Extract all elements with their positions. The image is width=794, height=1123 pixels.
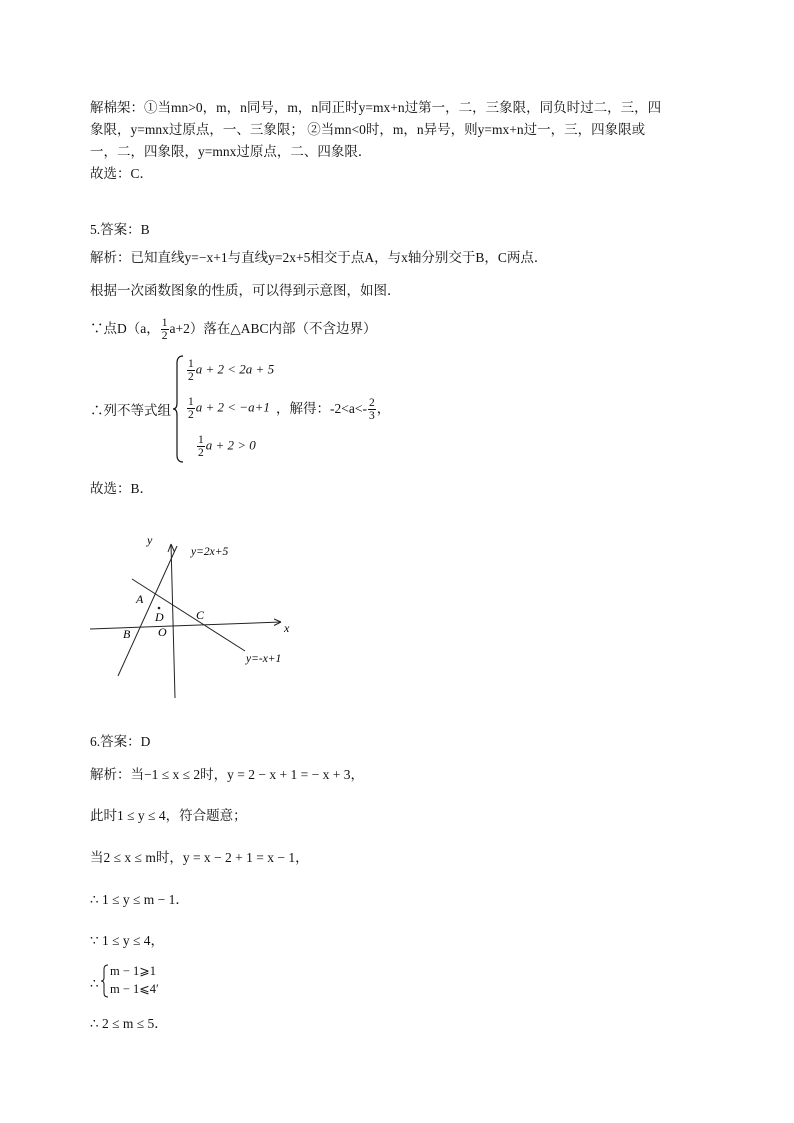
left-brace-icon xyxy=(101,964,109,998)
fraction-numerator: 2 xyxy=(368,397,375,410)
fraction-numerator: 1 xyxy=(198,434,204,446)
q5-solution xyxy=(276,394,390,424)
ineq-expression: a + 2 < 2a + 5 xyxy=(195,361,275,377)
x-axis-label: x xyxy=(284,621,290,635)
intro-line-2: 象限，y=mnx过原点，一、三象限； ②当mn<0时，m，n异号，则y=mx+n过一，三，四象限或 xyxy=(90,122,646,137)
intro-line-1: 解棉架：①当mn>0，m，n同号，m，n同正时y=mx+n过第一，二，三象限，同负时过二，三，四 xyxy=(90,100,662,115)
q5-condition-prefix: ∵点D（a， xyxy=(90,321,160,336)
x-axis xyxy=(90,622,281,629)
q6-line-4: ∴ 1 ≤ y ≤ m − 1． xyxy=(90,892,189,907)
fraction-denominator: 2 xyxy=(188,371,194,383)
q6-line-1: 解析：当−1 ≤ x ≤ 2时，y = 2 − x + 1 = − x + 3， xyxy=(90,767,364,782)
line-y-2x-plus-5 xyxy=(118,546,177,676)
fraction-numerator: 1 xyxy=(188,396,194,408)
point-d-label: D xyxy=(155,610,164,624)
point-b-label: B xyxy=(123,627,131,641)
q5-analysis-line: 解析：已知直线y=−x+1与直线y=2x+5相交于点A，与x轴分别交于B，C两点． xyxy=(90,250,548,265)
q5-half-fraction xyxy=(161,317,169,342)
q6-line-6: ∴ 2 ≤ m ≤ 5． xyxy=(90,1016,168,1031)
q6-system-2: m − 1⩽4′ xyxy=(110,982,159,996)
q6-line-5: ∵ 1 ≤ y ≤ 4， xyxy=(90,933,165,948)
q5-inequality-3 xyxy=(196,434,256,459)
point-c-label: C xyxy=(196,608,205,622)
q5-inequality-2 xyxy=(186,396,270,421)
q5-figure-note: 根据一次函数图象的性质，可以得到示意图，如图． xyxy=(90,283,401,298)
q5-choice: 故选：B． xyxy=(90,481,154,496)
y-axis-label: y xyxy=(147,533,153,547)
q5-answer: 5.答案：B xyxy=(90,222,150,237)
q6-line-3: 当2 ≤ x ≤ m时，y = x − 2 + 1 = x − 1， xyxy=(90,850,309,865)
fraction-denominator: 2 xyxy=(188,409,194,421)
fraction-numerator: 1 xyxy=(161,317,168,330)
line1-label: y=2x+5 xyxy=(191,546,229,558)
q6-system-1: m − 1⩾1 xyxy=(110,964,156,978)
q6-answer: 6.答案：D xyxy=(90,734,151,749)
ineq-expression: a + 2 > 0 xyxy=(205,437,256,453)
ineq-expression: a + 2 < −a+1 xyxy=(195,399,270,415)
left-brace-icon xyxy=(173,355,185,463)
q5-condition-suffix: a+2）落在△ABC内部（不含边界） xyxy=(169,321,377,336)
ineq-fraction xyxy=(197,434,205,459)
point-a-label: A xyxy=(136,592,144,606)
q5-solution-fraction xyxy=(368,397,376,422)
q5-solution-prefix: ，解得：-2<a<- xyxy=(276,401,367,416)
point-d-dot xyxy=(158,607,161,610)
q5-inequality-1 xyxy=(186,358,274,383)
origin-label: O xyxy=(158,625,167,639)
fraction-denominator: 2 xyxy=(198,447,204,459)
intro-line-3: 一，二，四象限，y=mnx过原点，二、四象限． xyxy=(90,144,372,159)
q5-solution-suffix: ， xyxy=(376,401,391,416)
fraction-denominator: 2 xyxy=(161,330,168,343)
q5-graph-figure xyxy=(85,528,315,703)
q6-line-2: 此时1 ≤ y ≤ 4，符合题意； xyxy=(90,808,247,823)
y-axis xyxy=(171,544,175,698)
q5-system-prefix: ∴列不等式组 xyxy=(90,403,171,418)
ineq-fraction xyxy=(187,396,195,421)
q5-point-d-condition xyxy=(90,314,377,344)
intro-choice: 故选：C． xyxy=(90,166,154,181)
ineq-fraction xyxy=(187,358,195,383)
q6-system-prefix: ∴ xyxy=(90,976,99,991)
fraction-numerator: 1 xyxy=(188,358,194,370)
line2-label: y=-x+1 xyxy=(246,653,282,665)
line-y-neg-x-plus-1 xyxy=(132,579,245,651)
fraction-denominator: 3 xyxy=(368,410,375,423)
